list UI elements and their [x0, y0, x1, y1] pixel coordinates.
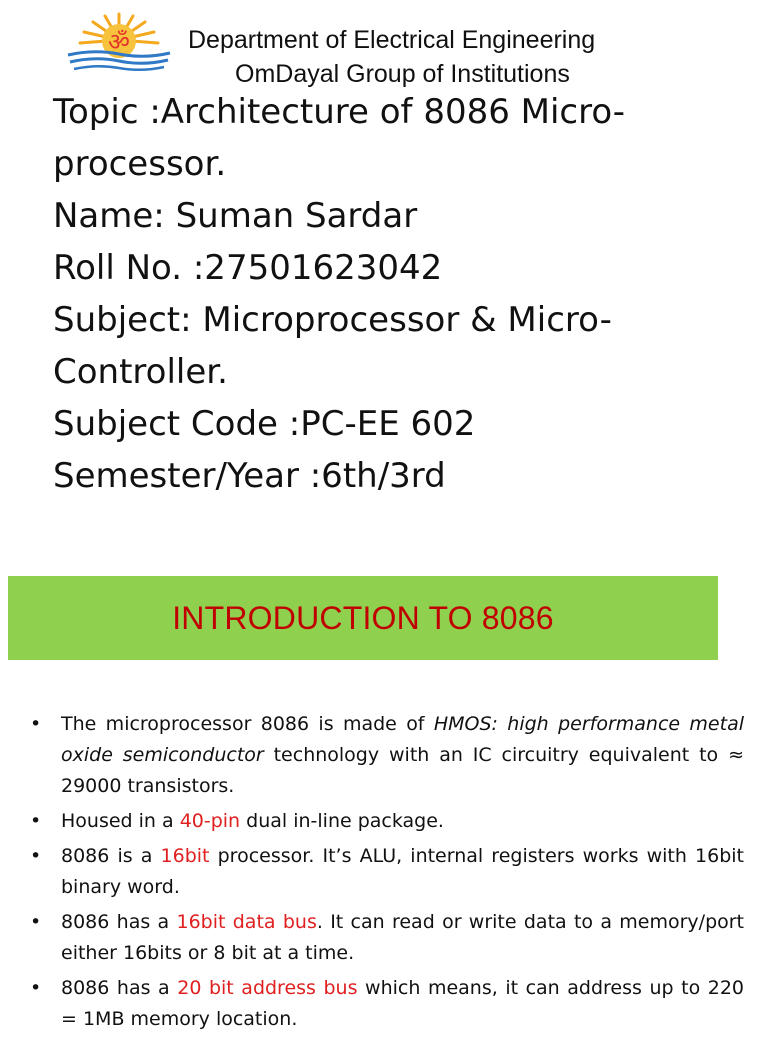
intro-banner: [8, 576, 718, 660]
bullet-address-bus: [30, 973, 744, 1035]
bullet-text: technology with an IC circuitry equivalent to ≈ 29000 transistors.: [61, 744, 744, 797]
topic-line-1: Topic :Architecture of 8086 Micro-: [53, 92, 626, 132]
bullet-data-bus: [30, 907, 744, 969]
bullet-hmos: [30, 709, 744, 802]
bullet-icon: •: [30, 977, 42, 999]
semester-year: Semester/Year :6th/3rd: [53, 456, 446, 496]
subject-line-2: Controller.: [53, 352, 228, 392]
bullet-text: dual in-line package.: [240, 810, 444, 832]
bullet-package: [30, 806, 744, 837]
department-name: Department of Electrical Engineering: [188, 26, 596, 54]
bullet-icon: •: [30, 845, 42, 867]
bullet-icon: •: [30, 810, 42, 832]
roll-number: Roll No. :27501623042: [53, 248, 443, 288]
bullet-text: Housed in a: [61, 810, 180, 832]
svg-text:ॐ: ॐ: [108, 28, 130, 56]
intro-bullet-list: [30, 709, 744, 1039]
om-sun-logo-icon: [60, 10, 178, 72]
title-info: [53, 86, 733, 502]
student-name: Name: Suman Sardar: [53, 196, 418, 236]
bullet-16bit: [30, 841, 744, 903]
bullet-text: processor. It’s ALU, internal registers works with 16bit binary word.: [61, 845, 744, 898]
bullet-highlight: 40-pin: [179, 810, 241, 832]
bullet-highlight: 20 bit address bus: [177, 977, 358, 999]
bullet-highlight: 16bit: [160, 845, 210, 867]
bullet-text: The microprocessor 8086 is made of: [61, 713, 434, 735]
bullet-text: 8086 is a: [61, 845, 161, 867]
bullet-icon: •: [30, 911, 42, 933]
subject-code: Subject Code :PC-EE 602: [53, 404, 476, 444]
bullet-icon: •: [30, 713, 42, 735]
institution-name: OmDayal Group of Institutions: [235, 60, 570, 88]
bullet-text: 8086 has a: [61, 911, 177, 933]
subject-line-1: Subject: Microprocessor & Micro-: [53, 300, 612, 340]
bullet-text: 8086 has a: [61, 977, 178, 999]
bullet-italic-text: HMOS: high performance metal oxide semiconductor: [61, 713, 744, 766]
banner-title: INTRODUCTION TO 8086: [172, 599, 554, 636]
bullet-text: which means, it can address up to 220 = 1MB memory location.: [61, 977, 745, 1030]
bullet-highlight: 16bit data bus: [176, 911, 317, 933]
topic-line-2: processor.: [53, 144, 227, 184]
bullet-text: . It can read or write data to a memory/port either 16bits or 8 bit at a time.: [61, 911, 745, 964]
